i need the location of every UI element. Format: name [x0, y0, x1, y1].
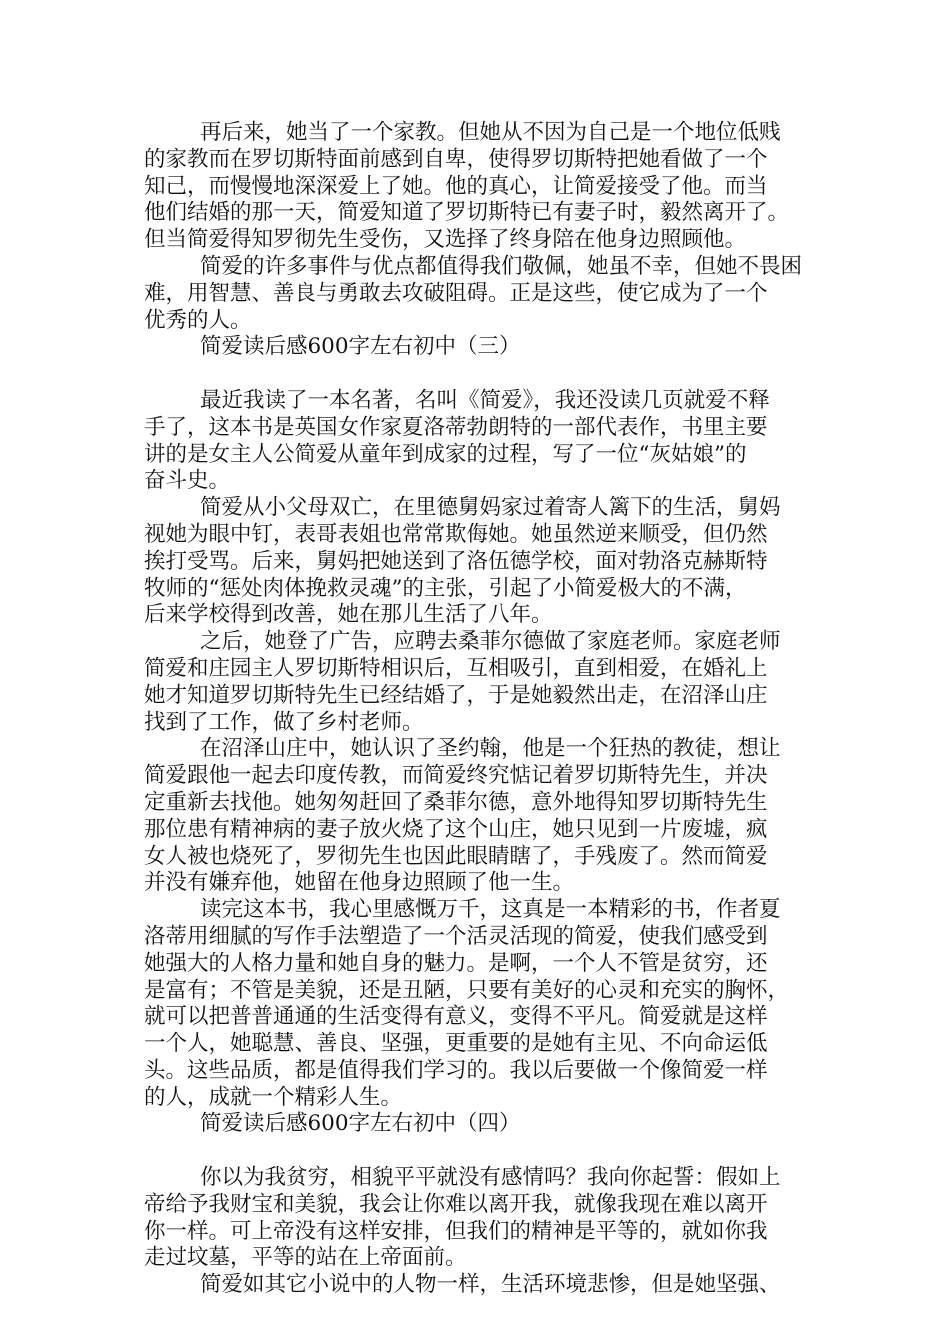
paragraph-line: 简爱从小父母双亡，在里德舅妈家过着寄人篱下的生活，舅妈 [200, 495, 781, 521]
paragraph-line: 奋斗史。 [144, 468, 231, 494]
paragraph-line: 之后，她登了广告，应聘去桑菲尔德做了家庭老师。家庭老师 [200, 629, 781, 655]
paragraph-line: 手了，这本书是英国女作家夏洛蒂勃朗特的一部代表作，书里主要 [144, 414, 768, 440]
paragraph-line: 是富有；不管是美貌，还是丑陋，只要有美好的心灵和充实的胸怀， [144, 977, 790, 1003]
paragraph-line: 就可以把普普通通的生活变得有意义，变得不平凡。简爱就是这样 [144, 1004, 768, 1030]
paragraph-line: 并没有嫌弃他，她留在他身边照顾了他一生。 [144, 870, 575, 896]
paragraph-line: 你一样。可上帝没有这样安排，但我们的精神是平等的，就如你我 [144, 1218, 768, 1244]
paragraph-line: 她才知道罗切斯特先生已经结婚了，于是她毅然出走，在沼泽山庄 [144, 682, 768, 708]
paragraph-line: 牧师的“惩处肉体挽救灵魂”的主张，引起了小简爱极大的不满， [144, 575, 747, 601]
paragraph-line: 优秀的人。 [144, 307, 252, 333]
paragraph-line: 难，用智慧、善良与勇敢去攻破阻碍。正是这些，使它成为了一个 [144, 280, 768, 306]
document-page [144, 120, 819, 1299]
paragraph-line: 她强大的人格力量和她自身的魅力。是啊，一个人不管是贫穷，还 [144, 950, 768, 976]
paragraph-line: 简爱和庄园主人罗切斯特相识后，互相吸引，直到相爱，在婚礼上 [144, 655, 768, 681]
paragraph-line: 头。这些品质，都是值得我们学习的。我以后要做一个像简爱一样 [144, 1057, 768, 1083]
section-heading: 简爱读后感600字左右初中（三） [200, 334, 521, 360]
paragraph-line: 挨打受骂。后来，舅妈把她送到了洛伍德学校，面对勃洛克赫斯特 [144, 548, 768, 574]
paragraph-line: 那位患有精神病的妻子放火烧了这个山庄，她只见到一片废墟，疯 [144, 816, 768, 842]
paragraph-line: 你以为我贫穷，相貌平平就没有感情吗？我向你起誓：假如上 [200, 1165, 781, 1191]
paragraph-line: 在沼泽山庄中，她认识了圣约翰，他是一个狂热的教徒，想让 [200, 736, 781, 762]
paragraph-line: 最近我读了一本名著，名叫《简爱》，我还没读几页就爱不释 [200, 387, 770, 413]
paragraph-line: 女人被也烧死了，罗彻先生也因此眼睛瞎了，手残废了。然而简爱 [144, 843, 768, 869]
paragraph-line: 读完这本书，我心里感慨万千，这真是一本精彩的书，作者夏 [200, 897, 781, 923]
paragraph-line: 他们结婚的那一天，简爱知道了罗切斯特已有妻子时，毅然离开了。 [144, 200, 790, 226]
paragraph-line: 定重新去找他。她匆匆赶回了桑菲尔德，意外地得知罗切斯特先生 [144, 789, 768, 815]
paragraph-line: 洛蒂用细腻的写作手法塑造了一个活灵活现的简爱，使我们感受到 [144, 923, 768, 949]
paragraph-line: 走过坟墓，平等的站在上帝面前。 [144, 1245, 467, 1271]
paragraph-line: 一个人，她聪慧、善良、坚强，更重要的是她有主见、不向命运低 [144, 1031, 768, 1057]
paragraph-line: 找到了工作，做了乡村老师。 [144, 709, 424, 735]
paragraph-line: 再后来，她当了一个家教。但她从不因为自己是一个地位低贱 [200, 120, 781, 145]
blank-line [144, 1138, 819, 1165]
paragraph-line: 简爱跟他一起去印度传教，而简爱终究惦记着罗切斯特先生，并决 [144, 763, 768, 789]
paragraph-line: 简爱如其它小说中的人物一样，生活环境悲惨，但是她坚强、 [200, 1272, 781, 1298]
paragraph-line: 讲的是女主人公简爱从童年到成家的过程，写了一位“灰姑娘”的 [144, 441, 747, 467]
paragraph-line: 帝给予我财宝和美貌，我会让你难以离开我，就像我现在难以离开 [144, 1191, 768, 1217]
paragraph-line: 视她为眼中钉，表哥表姐也常常欺侮她。她虽然逆来顺受，但仍然 [144, 521, 768, 547]
paragraph-line: 但当简爱得知罗彻先生受伤，又选择了终身陪在他身边照顾他。 [144, 227, 747, 253]
paragraph-line: 的家教而在罗切斯特面前感到自卑，使得罗切斯特把她看做了一个 [144, 146, 768, 172]
section-heading: 简爱读后感600字左右初中（四） [200, 1111, 521, 1137]
blank-line [144, 361, 819, 388]
paragraph-line: 的人，成就一个精彩人生。 [144, 1084, 403, 1110]
paragraph-line: 后来学校得到改善，她在那儿生活了八年。 [144, 602, 553, 628]
paragraph-line: 简爱的许多事件与优点都值得我们敬佩，她虽不幸，但她不畏困 [200, 253, 803, 279]
paragraph-line: 知己，而慢慢地深深爱上了她。他的真心，让简爱接受了他。而当 [144, 173, 768, 199]
